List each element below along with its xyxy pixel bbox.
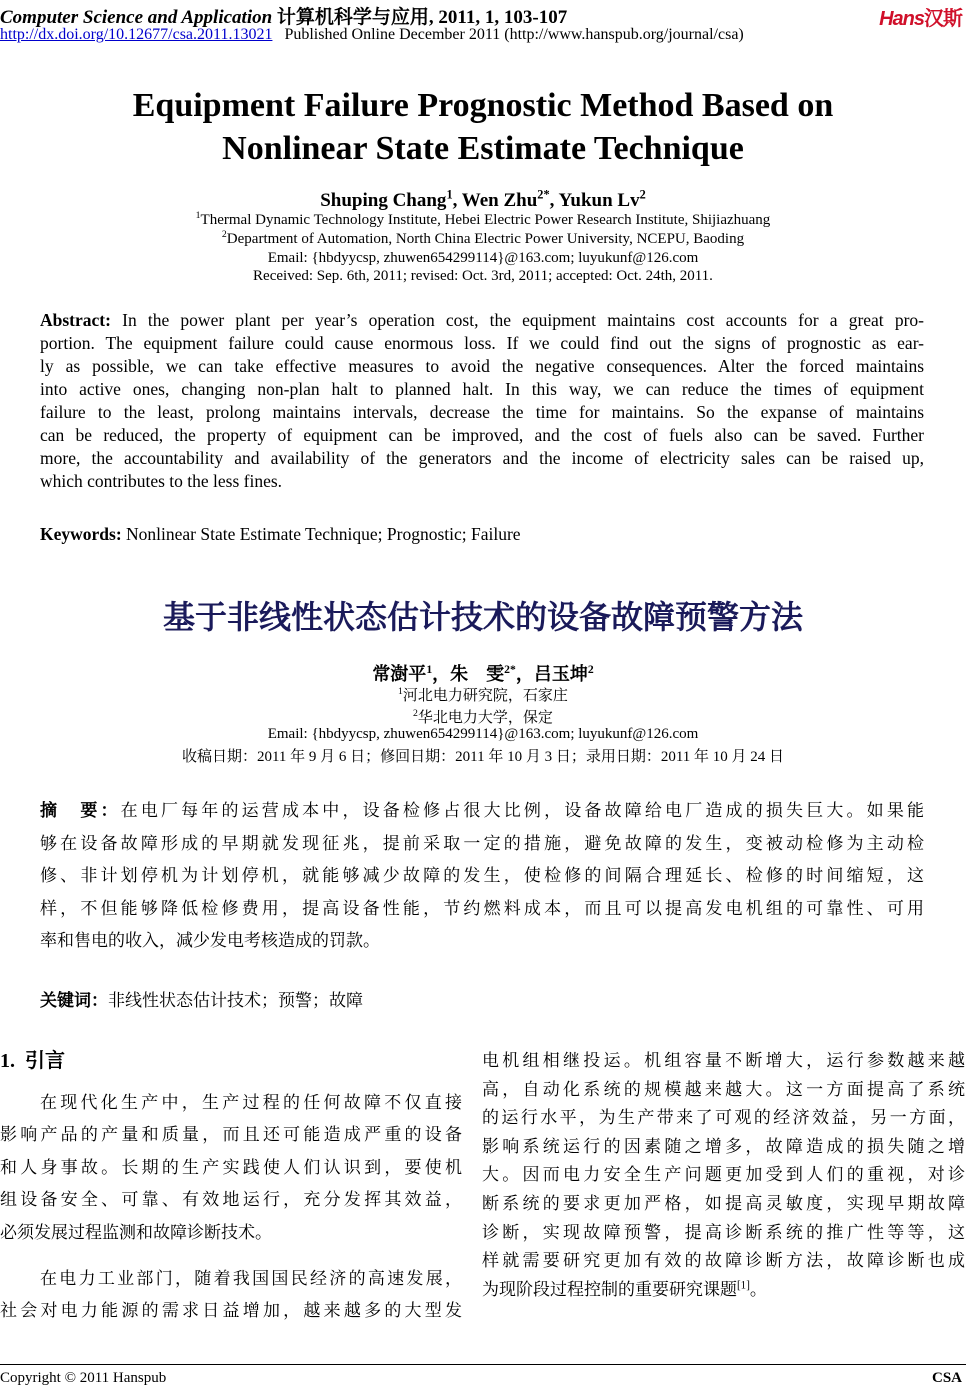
body-text: 为现阶段过程控制的重要研究课题 — [482, 1279, 737, 1299]
abstract-line: can be reduced, the property of equipment can be improved, and the cost of fuels also can be saved. Further — [40, 425, 924, 445]
author-sup: 1 — [426, 663, 433, 676]
journal-abbr: CSA — [931, 1370, 962, 1386]
author-sup: 1 — [446, 187, 453, 202]
abstract-line: more, the accountability and availability of the generators and the income of electricity sales can be raised up, — [40, 448, 924, 468]
keywords-label: Keywords: — [40, 524, 122, 544]
body-line: 诊断，实现故障预警，提高诊断系统的推广性等等，这 — [482, 1222, 965, 1242]
keywords-label: 关键词： — [40, 991, 108, 1011]
author: 常澍平 — [372, 664, 427, 684]
abstract-label: Abstract: — [40, 310, 111, 330]
authors-cn: 常澍平$^1$，朱 雯$^{2*}$，吕玉坤$^2$ — [372, 663, 594, 684]
author-sup: 2 — [639, 187, 646, 202]
abstract-line: 修、非计划停机为计划停机，就能够减少故障的发生，使检修的间隔合理延长、检修的时间缩短，这 — [40, 866, 924, 885]
journal-name-en: Computer Science and Application — [0, 7, 273, 28]
end-punct: 。 — [749, 1279, 767, 1299]
abstract-line: ly as possible, we can take effective measures to avoid the negative consequences. Alter the forced maintains — [40, 356, 924, 376]
body-line: 社会对电力能源的需求日益增加，越来越多的大型发 — [0, 1301, 462, 1320]
authors-en: Shuping Chang$^1$, Wen Zhu$^{2*}$, Yukun Lv$^2$ — [320, 187, 646, 211]
author-sup: 2* — [504, 663, 516, 676]
body-line: 在现代化生产中，生产过程的任何故障不仅直接 — [40, 1093, 462, 1112]
affil-sup: 1 — [398, 686, 403, 697]
abstract-line — [40, 796, 924, 821]
body-line: 影响产品的产量和质量，而且还可能造成严重的设备 — [0, 1125, 462, 1144]
keywords-text: 非线性状态估计技术；预警；故障 — [108, 991, 363, 1010]
body-line: 在电力工业部门，随着我国国民经济的高速发展， — [40, 1269, 462, 1288]
affil-text: Department of Automation, North China Electric Power University, NCEPU, Baoding — [226, 231, 745, 247]
hans-logo: Hans汉斯 — [879, 8, 962, 30]
author: 朱 雯 — [450, 664, 505, 684]
section-title: 引言 — [25, 1048, 65, 1072]
abstract-line — [40, 310, 924, 331]
keywords-text: Nonlinear State Estimate Technique; Prognostic; Failure — [121, 524, 521, 544]
title-line: Equipment Failure Prognostic Method Based on — [132, 87, 834, 124]
received-en: Received: Sep. 6th, 2011; revised: Oct. 3rd, 2011; accepted: Oct. 24th, 2011. — [253, 268, 713, 284]
abstract-line: 样，不但能够降低检修费用，提高设备性能，节约燃料成本，而且可以提高发电机组的可靠性、可用 — [40, 898, 924, 918]
affiliation-cn — [0, 706, 966, 727]
body-line: 电机组相继投运。机组容量不断增大，运行参数越来越 — [482, 1051, 965, 1070]
body-line: 和人身事故。长期的生产实践使人们认识到，要使机 — [0, 1158, 462, 1177]
doi-link[interactable]: http://dx.doi.org/10.12677/csa.2011.13021 — [0, 26, 273, 43]
body-line — [482, 1275, 965, 1300]
received-cn: 收稿日期：2011 年 9 月 6 日；修回日期：2011 年 10 月 3 日；录用日期：2011 年 10 月 24 日 — [181, 749, 785, 765]
abstract-label: 摘 要： — [40, 801, 121, 821]
affil-sup: 1 — [195, 210, 201, 221]
journal-citation-cn: 计算机科学与应用, 2011, 1, 103-107 — [276, 7, 568, 28]
author-sup: 2 — [587, 663, 594, 676]
abstract-line: 率和售电的收入，减少发电考核造成的罚款。 — [40, 931, 380, 950]
paper-title-cn: 基于非线性状态估计技术的设备故障预警方法 — [162, 598, 803, 636]
author: 吕玉坤 — [533, 664, 588, 684]
journal-header — [0, 2, 567, 29]
body-line: 的运行水平，为生产带来了可观的经济效益，另一方面， — [482, 1108, 965, 1128]
body-line: 大。因而电力安全生产问题更加受到人们的重视，对诊 — [482, 1165, 965, 1185]
affil-text: Thermal Dynamic Technology Institute, Hebei Electric Power Research Institute, Shijiazhuang — [200, 212, 771, 228]
body-line: 影响系统运行的因素随之增多，故障造成的损失随之增 — [482, 1136, 965, 1156]
email-cn: Email: {hbdyycsp, zhuwen654299114}@163.com; luyukunf@126.com — [267, 726, 699, 742]
publication-info — [0, 26, 744, 44]
title-line: Nonlinear State Estimate Technique — [222, 130, 744, 167]
email-en: Email: {hbdyycsp, zhuwen654299114}@163.com; luyukunf@126.com — [267, 250, 699, 266]
section-heading — [0, 1044, 65, 1073]
abstract-line: portion. The equipment failure could cause enormous loss. If we could find out the signs of prognostic as ear- — [40, 333, 924, 353]
author: Shuping Chang — [320, 190, 447, 211]
affil-sup: 2 — [413, 708, 418, 719]
abstract-text: In the power plant per year’s operation cost, the equipment maintains cost accounts for a great pro- — [110, 310, 924, 330]
abstract-line: which contributes to the less fines. — [40, 471, 283, 491]
author: Wen Zhu — [461, 190, 538, 211]
affiliation — [0, 231, 966, 248]
published-online: Published Online December 2011 (http://www.hanspub.org/journal/csa) — [284, 26, 744, 43]
affil-text: 华北电力大学，保定 — [417, 710, 553, 726]
footer-rule — [0, 1364, 966, 1365]
body-line: 必须发展过程监测和故障诊断技术。 — [0, 1223, 272, 1242]
affil-sup: 2 — [221, 229, 227, 240]
keywords-en — [40, 524, 924, 545]
abstract-line: into active ones, changing non-plan halt to planned halt. In this way, we can reduce the times of equipment — [40, 379, 924, 399]
abstract-line: 够在设备故障形成的早期就发现征兆，提前采取一定的措施，避免故障的发生，变被动检修为主动检 — [40, 833, 924, 853]
affiliation-cn — [0, 684, 966, 705]
abstract-text: 在电厂每年的运营成本中，设备检修占很大比例，设备故障给电厂造成的损失巨大。如果能 — [120, 801, 925, 820]
keywords-cn — [40, 986, 924, 1011]
body-line: 断系统的要求更加严格，如提高灵敏度，实现早期故障 — [482, 1194, 965, 1213]
author-sup: 2* — [537, 187, 550, 202]
body-line: 组设备安全、可靠、有效地运行，充分发挥其效益， — [0, 1190, 462, 1209]
citation-ref[interactable]: [1] — [737, 1279, 750, 1292]
paper-title-en — [0, 84, 966, 170]
section-number: 1. — [0, 1050, 15, 1072]
abstract-line: failure to the least, prolong maintains intervals, decrease the time for maintains. So the expanse of maintains — [40, 402, 924, 422]
affil-text: 河北电力研究院，石家庄 — [402, 688, 568, 704]
author: Yukun Lv — [558, 190, 640, 211]
body-line: 高，自动化系统的规模越来越大。这一方面提高了系统 — [482, 1079, 965, 1099]
copyright: Copyright © 2011 Hanspub — [0, 1370, 167, 1386]
body-line: 样就需要研究更加有效的故障诊断方法，故障诊断也成 — [482, 1251, 965, 1271]
affiliation — [0, 212, 966, 229]
